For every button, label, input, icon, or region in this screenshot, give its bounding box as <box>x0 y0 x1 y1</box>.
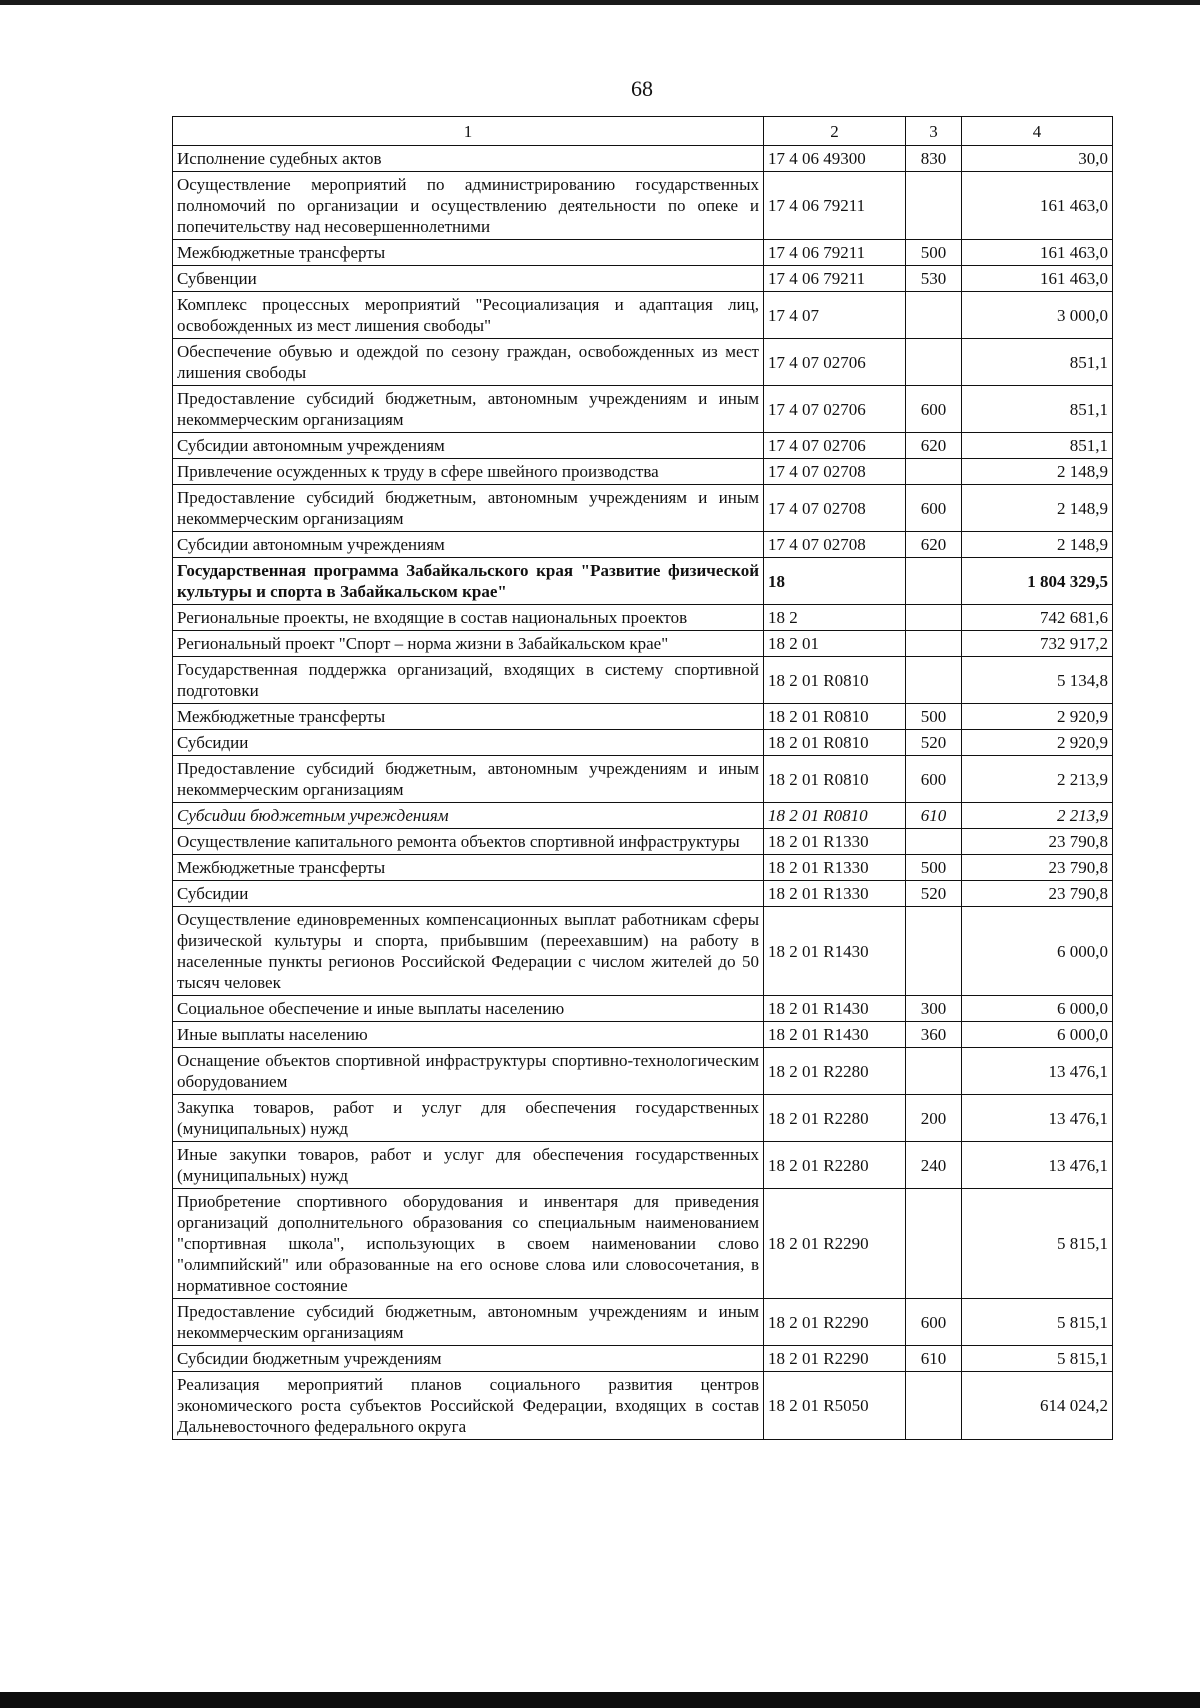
row-expense-type-cell: 360 <box>906 1022 962 1048</box>
row-expense-type-cell <box>906 292 962 339</box>
row-amount-cell: 614 024,2 <box>962 1372 1113 1440</box>
row-name-cell: Предоставление субсидий бюджетным, автономным учреждениям и иным некоммерческим организациям <box>173 485 764 532</box>
row-code-cell: 18 2 01 R1330 <box>764 855 906 881</box>
row-amount-cell: 851,1 <box>962 339 1113 386</box>
row-code-cell: 18 2 01 R0810 <box>764 657 906 704</box>
row-name-cell: Закупка товаров, работ и услуг для обеспечения государственных (муниципальных) нужд <box>173 1095 764 1142</box>
table-row <box>173 881 1113 907</box>
row-expense-type-cell: 600 <box>906 756 962 803</box>
scan-top-edge <box>0 0 1200 5</box>
row-amount-cell: 2 148,9 <box>962 459 1113 485</box>
row-amount-cell: 2 213,9 <box>962 803 1113 829</box>
row-amount-cell: 5 815,1 <box>962 1299 1113 1346</box>
row-code-cell: 17 4 06 49300 <box>764 146 906 172</box>
row-code-cell: 18 2 01 <box>764 631 906 657</box>
row-code-cell: 17 4 07 02708 <box>764 459 906 485</box>
row-name-cell: Субсидии автономным учреждениям <box>173 532 764 558</box>
row-expense-type-cell: 500 <box>906 240 962 266</box>
table-row <box>173 855 1113 881</box>
row-expense-type-cell: 830 <box>906 146 962 172</box>
row-code-cell: 17 4 07 02708 <box>764 532 906 558</box>
table-row <box>173 485 1113 532</box>
row-amount-cell: 5 815,1 <box>962 1346 1113 1372</box>
row-code-cell: 18 2 01 R0810 <box>764 704 906 730</box>
table-row <box>173 631 1113 657</box>
row-code-cell: 18 2 01 R1430 <box>764 907 906 996</box>
row-code-cell: 18 2 01 R2290 <box>764 1189 906 1299</box>
row-amount-cell: 2 148,9 <box>962 485 1113 532</box>
row-code-cell: 18 <box>764 558 906 605</box>
row-amount-cell: 6 000,0 <box>962 996 1113 1022</box>
row-code-cell: 18 2 01 R2290 <box>764 1346 906 1372</box>
table-row <box>173 339 1113 386</box>
row-expense-type-cell <box>906 657 962 704</box>
row-name-cell: Предоставление субсидий бюджетным, автономным учреждениям и иным некоммерческим организациям <box>173 386 764 433</box>
row-expense-type-cell: 600 <box>906 1299 962 1346</box>
row-expense-type-cell: 610 <box>906 1346 962 1372</box>
row-code-cell: 18 2 01 R2290 <box>764 1299 906 1346</box>
table-row <box>173 803 1113 829</box>
row-amount-cell: 1 804 329,5 <box>962 558 1113 605</box>
scan-bottom-edge <box>0 1692 1200 1708</box>
table-row <box>173 605 1113 631</box>
row-name-cell: Субсидии бюджетным учреждениям <box>173 1346 764 1372</box>
row-expense-type-cell <box>906 829 962 855</box>
row-name-cell: Межбюджетные трансферты <box>173 704 764 730</box>
row-code-cell: 18 2 01 R1430 <box>764 996 906 1022</box>
row-code-cell: 17 4 06 79211 <box>764 172 906 240</box>
row-code-cell: 18 2 01 R1330 <box>764 881 906 907</box>
row-expense-type-cell <box>906 631 962 657</box>
table-row <box>173 730 1113 756</box>
budget-table <box>172 116 1113 1440</box>
row-expense-type-cell <box>906 558 962 605</box>
row-amount-cell: 732 917,2 <box>962 631 1113 657</box>
row-expense-type-cell: 240 <box>906 1142 962 1189</box>
table-row <box>173 532 1113 558</box>
row-name-cell: Субсидии автономным учреждениям <box>173 433 764 459</box>
row-code-cell: 17 4 07 02706 <box>764 339 906 386</box>
row-name-cell: Межбюджетные трансферты <box>173 855 764 881</box>
row-amount-cell: 161 463,0 <box>962 172 1113 240</box>
row-name-cell: Государственная поддержка организаций, входящих в систему спортивной подготовки <box>173 657 764 704</box>
row-name-cell: Приобретение спортивного оборудования и инвентаря для приведения организаций дополнительного образования со специальным наименованием "спортивная школа", использующих в своем наименовании слово "олимпийский" или образованные на его основе слова или словосочетания, в нормативное состояние <box>173 1189 764 1299</box>
row-expense-type-cell: 520 <box>906 881 962 907</box>
row-code-cell: 18 2 01 R1330 <box>764 829 906 855</box>
row-name-cell: Реализация мероприятий планов социального развития центров экономического роста субъектов Российской Федерации, входящих в состав Дальневосточного федерального округа <box>173 1372 764 1440</box>
row-name-cell: Комплекс процессных мероприятий "Ресоциализация и адаптация лиц, освобожденных из мест лишения свободы" <box>173 292 764 339</box>
row-amount-cell: 5 815,1 <box>962 1189 1113 1299</box>
table-row <box>173 829 1113 855</box>
row-code-cell: 17 4 06 79211 <box>764 266 906 292</box>
row-expense-type-cell <box>906 605 962 631</box>
row-code-cell: 18 2 01 R2280 <box>764 1048 906 1095</box>
row-expense-type-cell <box>906 907 962 996</box>
row-code-cell: 17 4 06 79211 <box>764 240 906 266</box>
table-row <box>173 1048 1113 1095</box>
row-amount-cell: 161 463,0 <box>962 240 1113 266</box>
row-amount-cell: 5 134,8 <box>962 657 1113 704</box>
row-code-cell: 17 4 07 02708 <box>764 485 906 532</box>
row-amount-cell: 3 000,0 <box>962 292 1113 339</box>
row-code-cell: 17 4 07 <box>764 292 906 339</box>
row-expense-type-cell <box>906 1372 962 1440</box>
row-name-cell: Предоставление субсидий бюджетным, автономным учреждениям и иным некоммерческим организациям <box>173 756 764 803</box>
row-expense-type-cell: 500 <box>906 704 962 730</box>
row-name-cell: Осуществление капитального ремонта объектов спортивной инфраструктуры <box>173 829 764 855</box>
row-expense-type-cell <box>906 459 962 485</box>
table-row <box>173 558 1113 605</box>
table-row <box>173 433 1113 459</box>
table-row <box>173 1346 1113 1372</box>
row-amount-cell: 23 790,8 <box>962 829 1113 855</box>
row-name-cell: Межбюджетные трансферты <box>173 240 764 266</box>
row-name-cell: Субсидии бюджетным учреждениям <box>173 803 764 829</box>
row-name-cell: Иные закупки товаров, работ и услуг для обеспечения государственных (муниципальных) нужд <box>173 1142 764 1189</box>
row-name-cell: Оснащение объектов спортивной инфраструктуры спортивно-технологическим оборудованием <box>173 1048 764 1095</box>
table-header-row <box>173 117 1113 146</box>
row-code-cell: 17 4 07 02706 <box>764 433 906 459</box>
row-amount-cell: 13 476,1 <box>962 1142 1113 1189</box>
row-name-cell: Осуществление мероприятий по администрированию государственных полномочий по организации и осуществлению деятельности по опеке и попечительству над несовершеннолетними <box>173 172 764 240</box>
table-row <box>173 1022 1113 1048</box>
row-name-cell: Осуществление единовременных компенсационных выплат работникам сферы физической культуры и спорта, прибывшим (переехавшим) на работу в населенные пункты регионов Российской Федерации с числом жителей до 50 тысяч человек <box>173 907 764 996</box>
row-code-cell: 18 2 01 R0810 <box>764 803 906 829</box>
table-row <box>173 266 1113 292</box>
row-name-cell: Государственная программа Забайкальского края "Развитие физической культуры и спорта в Забайкальском крае" <box>173 558 764 605</box>
row-amount-cell: 30,0 <box>962 146 1113 172</box>
row-expense-type-cell <box>906 172 962 240</box>
table-row <box>173 292 1113 339</box>
row-expense-type-cell: 620 <box>906 532 962 558</box>
table-row <box>173 907 1113 996</box>
row-code-cell: 18 2 01 R1430 <box>764 1022 906 1048</box>
row-amount-cell: 742 681,6 <box>962 605 1113 631</box>
column-header: 4 <box>962 117 1113 146</box>
row-name-cell: Предоставление субсидий бюджетным, автономным учреждениям и иным некоммерческим организациям <box>173 1299 764 1346</box>
row-expense-type-cell: 520 <box>906 730 962 756</box>
row-amount-cell: 6 000,0 <box>962 1022 1113 1048</box>
row-amount-cell: 23 790,8 <box>962 881 1113 907</box>
row-name-cell: Обеспечение обувью и одеждой по сезону граждан, освобожденных из мест лишения свободы <box>173 339 764 386</box>
table-row <box>173 704 1113 730</box>
table-row <box>173 1372 1113 1440</box>
row-code-cell: 18 2 01 R2280 <box>764 1095 906 1142</box>
row-name-cell: Региональные проекты, не входящие в состав национальных проектов <box>173 605 764 631</box>
table-row <box>173 1189 1113 1299</box>
row-amount-cell: 6 000,0 <box>962 907 1113 996</box>
table-row <box>173 146 1113 172</box>
row-amount-cell: 23 790,8 <box>962 855 1113 881</box>
row-expense-type-cell: 600 <box>906 386 962 433</box>
row-code-cell: 18 2 01 R5050 <box>764 1372 906 1440</box>
table-row <box>173 756 1113 803</box>
row-expense-type-cell: 600 <box>906 485 962 532</box>
row-name-cell: Субсидии <box>173 881 764 907</box>
row-expense-type-cell: 300 <box>906 996 962 1022</box>
row-name-cell: Социальное обеспечение и иные выплаты населению <box>173 996 764 1022</box>
table-row <box>173 386 1113 433</box>
row-expense-type-cell: 620 <box>906 433 962 459</box>
table-row <box>173 240 1113 266</box>
row-amount-cell: 2 920,9 <box>962 704 1113 730</box>
row-expense-type-cell <box>906 339 962 386</box>
row-amount-cell: 13 476,1 <box>962 1095 1113 1142</box>
row-amount-cell: 161 463,0 <box>962 266 1113 292</box>
row-code-cell: 18 2 01 R0810 <box>764 756 906 803</box>
row-expense-type-cell <box>906 1189 962 1299</box>
row-code-cell: 18 2 01 R2280 <box>764 1142 906 1189</box>
table-row <box>173 1095 1113 1142</box>
row-expense-type-cell: 610 <box>906 803 962 829</box>
column-header: 2 <box>764 117 906 146</box>
column-header: 3 <box>906 117 962 146</box>
row-name-cell: Региональный проект "Спорт – норма жизни в Забайкальском крае" <box>173 631 764 657</box>
table-row <box>173 172 1113 240</box>
row-name-cell: Исполнение судебных актов <box>173 146 764 172</box>
row-amount-cell: 2 148,9 <box>962 532 1113 558</box>
row-code-cell: 18 2 01 R0810 <box>764 730 906 756</box>
table-row <box>173 996 1113 1022</box>
row-amount-cell: 2 920,9 <box>962 730 1113 756</box>
row-name-cell: Субсидии <box>173 730 764 756</box>
table-row <box>173 1142 1113 1189</box>
page-number: 68 <box>631 76 653 101</box>
row-amount-cell: 851,1 <box>962 386 1113 433</box>
row-amount-cell: 13 476,1 <box>962 1048 1113 1095</box>
table-row <box>173 459 1113 485</box>
row-name-cell: Иные выплаты населению <box>173 1022 764 1048</box>
row-expense-type-cell: 200 <box>906 1095 962 1142</box>
row-expense-type-cell <box>906 1048 962 1095</box>
table-row <box>173 657 1113 704</box>
row-amount-cell: 851,1 <box>962 433 1113 459</box>
row-code-cell: 17 4 07 02706 <box>764 386 906 433</box>
row-code-cell: 18 2 <box>764 605 906 631</box>
row-name-cell: Субвенции <box>173 266 764 292</box>
row-amount-cell: 2 213,9 <box>962 756 1113 803</box>
table-row <box>173 1299 1113 1346</box>
row-name-cell: Привлечение осужденных к труду в сфере швейного производства <box>173 459 764 485</box>
column-header: 1 <box>173 117 764 146</box>
row-expense-type-cell: 500 <box>906 855 962 881</box>
row-expense-type-cell: 530 <box>906 266 962 292</box>
